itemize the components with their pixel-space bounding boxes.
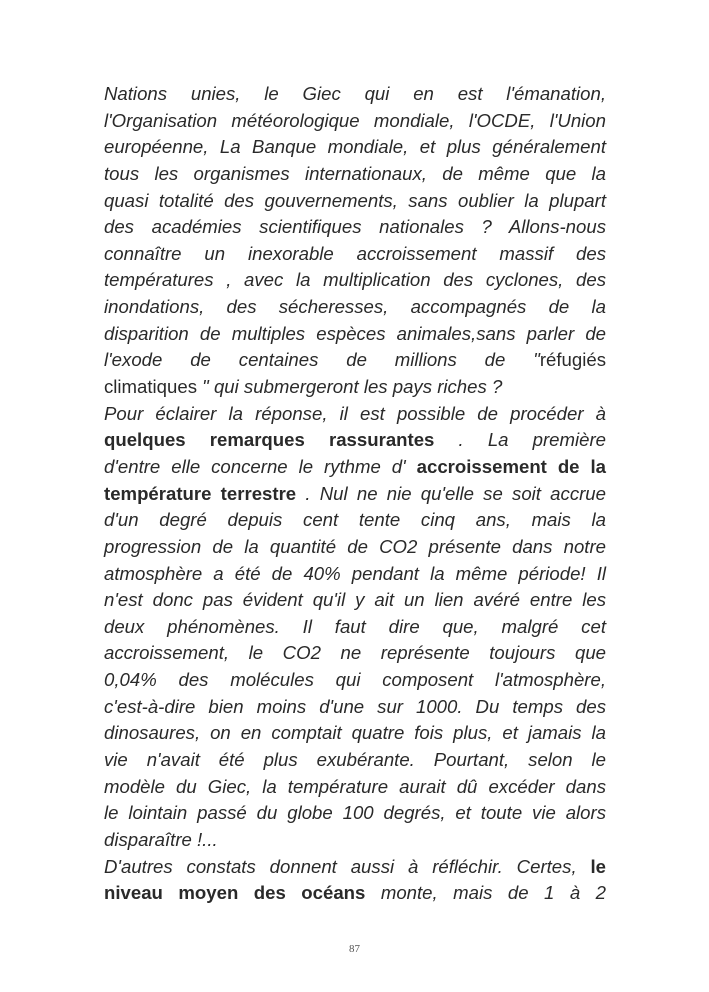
text-line: [104, 827, 606, 854]
bold-text-segment: température terrestre: [104, 482, 297, 504]
text-segment: Nations unies, le Giec qui en est l'émanation,: [104, 83, 606, 104]
text-segment: modèle du Giec, la température aurait dû excéder dans: [104, 775, 606, 797]
text-segment: vie n'avait été plus exubérante. Pourtant, selon le: [104, 749, 606, 771]
text-line: [104, 534, 606, 561]
text-line: [104, 614, 606, 641]
text-segment: deux phénomènes. Il faut dire que, malgré cet: [104, 615, 606, 637]
bold-text-segment: accroissement de la: [416, 455, 606, 477]
text-segment: d'entre elle concerne le rythme d': [104, 455, 417, 477]
text-segment: climatiques: [104, 376, 198, 398]
page-number: 87: [349, 943, 360, 955]
text-segment: " qui submergeront les pays riches ?: [197, 376, 503, 398]
text-segment: dinosaures, on en comptait quatre fois plus, et jamais la: [104, 722, 606, 744]
text-line: [104, 561, 606, 588]
text-segment: c'est-à-dire bien moins d'une sur 1000. Du temps des: [104, 695, 606, 717]
text-line: [104, 374, 606, 401]
text-line: [104, 81, 606, 108]
text-line: [104, 507, 606, 534]
text-segment: disparaître !...: [104, 828, 218, 850]
text-segment: réfugiés: [539, 349, 606, 371]
text-line: [104, 587, 606, 614]
text-segment: l'exode de centaines de millions de ": [104, 349, 540, 371]
text-segment: D'autres constats donnent aussi à réfléchir. Certes,: [104, 855, 591, 877]
text-segment: progression de la quantité de CO2 présente dans notre: [104, 535, 606, 557]
text-segment: le lointain passé du globe 100 degrés, et toute vie alors: [104, 802, 606, 824]
text-segment: accroissement, le CO2 ne représente toujours que: [104, 642, 606, 664]
text-segment: n'est donc pas évident qu'il y ait un lien avéré entre les: [104, 589, 606, 611]
text-segment: disparition de multiples espèces animales,sans parler de: [104, 322, 606, 344]
text-line: [104, 774, 606, 801]
text-line: [104, 134, 606, 161]
text-segment: atmosphère a été de 40% pendant la même période! Il: [104, 562, 606, 584]
text-segment: 0,04% des molécules qui composent l'atmosphère,: [104, 669, 606, 691]
text-line: [104, 401, 606, 428]
text-segment: d'un degré depuis cent tente cinq ans, mais la: [104, 509, 606, 531]
text-line: [104, 161, 606, 188]
text-line: [104, 241, 606, 268]
text-line: [104, 854, 606, 881]
body-text: [104, 81, 606, 907]
text-line: [104, 347, 606, 374]
text-line: [104, 667, 606, 694]
text-line: [104, 640, 606, 667]
text-line: [104, 267, 606, 294]
text-line: [104, 747, 606, 774]
text-segment: monte, mais de 1 à 2: [365, 882, 606, 904]
text-segment: . La première: [434, 429, 606, 451]
text-line: [104, 108, 606, 135]
text-line: [104, 481, 606, 508]
bold-text-segment: quelques remarques rassurantes: [104, 429, 435, 451]
text-line: [104, 694, 606, 721]
text-line: [104, 321, 606, 348]
text-line: [104, 427, 606, 454]
text-line: [104, 188, 606, 215]
bold-text-segment: niveau moyen des océans: [104, 882, 366, 904]
text-line: [104, 294, 606, 321]
text-segment: inondations, des sécheresses, accompagnés de la: [104, 296, 606, 318]
text-segment: européenne, La Banque mondiale, et plus généralement: [104, 136, 606, 158]
text-segment: connaître un inexorable accroissement massif des: [104, 242, 606, 264]
text-line: [104, 800, 606, 827]
text-line: [104, 214, 606, 241]
text-segment: des académies scientifiques nationales ? Allons-nous: [104, 216, 606, 238]
text-segment: températures , avec la multiplication des cyclones, des: [104, 269, 606, 291]
text-line: [104, 454, 606, 481]
text-segment: l'Organisation météorologique mondiale, l'OCDE, l'Union: [104, 109, 606, 131]
bold-text-segment: le: [590, 855, 606, 877]
text-segment: tous les organismes internationaux, de même que la: [104, 162, 606, 184]
text-segment: . Nul ne nie qu'elle se soit accrue: [296, 482, 606, 504]
text-segment: Pour éclairer la réponse, il est possible de procéder à: [104, 402, 606, 424]
text-segment: quasi totalité des gouvernements, sans oublier la plupart: [104, 189, 606, 211]
text-line: [104, 880, 606, 907]
text-line: [104, 720, 606, 747]
